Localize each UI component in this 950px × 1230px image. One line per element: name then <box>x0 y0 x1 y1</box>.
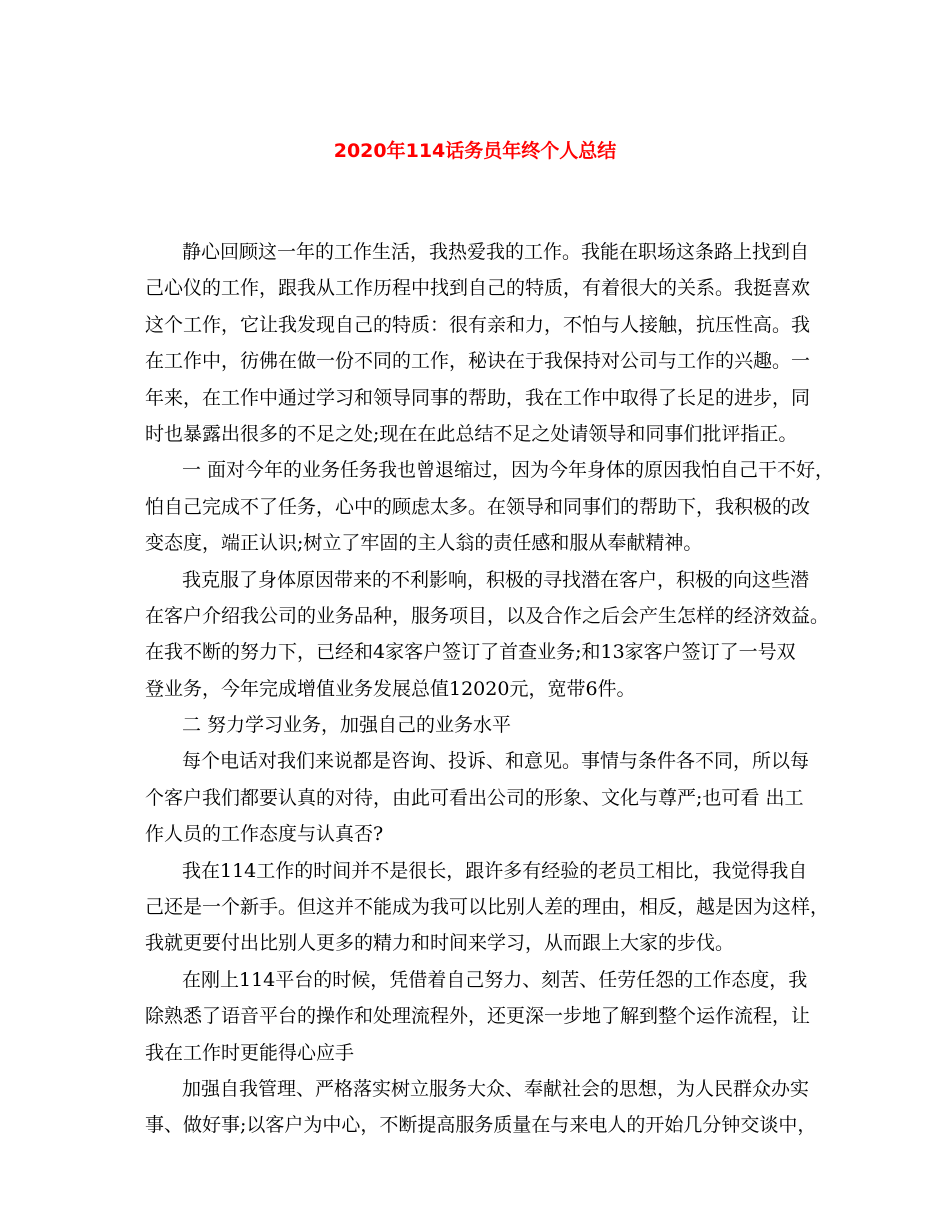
document-title: 2020年114话务员年终个人总结 <box>333 140 617 162</box>
paragraph-line: 时也暴露出很多的不足之处;现在在此总结不足之处请领导和同事们批评指正。 <box>145 422 798 445</box>
paragraph-line: 变态度，端正认识;树立了牢固的主人翁的责任感和服从奉献精神。 <box>145 532 703 555</box>
paragraph-line: 作人员的工作态度与认真否? <box>145 823 384 846</box>
paragraph-line: 我克服了身体原因带来的不利影响，积极的寻找潜在客户，积极的向这些潜 <box>182 568 810 591</box>
section-heading: 二 努力学习业务，加强自己的业务水平 <box>182 714 512 737</box>
paragraph-line: 在工作中，彷佛在做一份不同的工作，秘诀在于我保持对公司与工作的兴趣。一 <box>145 350 811 373</box>
paragraph-line: 静心回顾这一年的工作生活，我热爱我的工作。我能在职场这条路上找到自 <box>182 241 810 263</box>
paragraph-line: 己心仪的工作，跟我从工作历程中找到自己的特质，有着很大的关系。我挺喜欢 <box>145 277 811 300</box>
paragraph-line: 这个工作，它让我发现自己的特质：很有亲和力，不怕与人接触，抗压性高。我 <box>145 313 811 336</box>
paragraph-line: 加强自我管理、严格落实树立服务大众、奉献社会的思想，为人民群众办实 <box>182 1077 810 1100</box>
paragraph-line: 我就更要付出比别人更多的精力和时间来学习，从而跟上大家的步伐。 <box>145 932 735 955</box>
document-body <box>145 234 835 1144</box>
paragraph-line: 在刚上114平台的时候，凭借着自己努力、刻苦、任劳任怨的工作态度，我 <box>182 968 808 991</box>
paragraph-line: 一 面对今年的业务任务我也曾退缩过，因为今年身体的原因我怕自己干不好， <box>182 459 835 482</box>
paragraph-line: 年来，在工作中通过学习和领导同事的帮助，我在工作中取得了长足的进步，同 <box>145 386 811 409</box>
paragraph-line: 我在工作时更能得心应手 <box>145 1041 355 1064</box>
paragraph-line: 己还是一个新手。但这并不能成为我可以比别人差的理由，相反，越是因为这样， <box>145 896 830 919</box>
paragraph-line: 在我不断的努力下，已经和4家客户签订了首查业务;和13家客户签订了一号双 <box>145 641 796 664</box>
paragraph-line: 在客户介绍我公司的业务品种，服务项目，以及合作之后会产生怎样的经济效益。 <box>145 604 830 627</box>
paragraph-line: 每个电话对我们来说都是咨询、投诉、和意见。事情与条件各不同，所以每 <box>182 750 810 773</box>
paragraph-line: 登业务，今年完成增值业务发展总值12020元，宽带6件。 <box>145 677 636 700</box>
paragraph-line: 怕自己完成不了任务，心中的顾虑太多。在领导和同事们的帮助下，我积极的改 <box>145 495 811 518</box>
paragraph-line: 除熟悉了语音平台的操作和处理流程外，还更深一步地了解到整个运作流程，让 <box>145 1005 811 1028</box>
paragraph-line: 事、做好事;以客户为中心，不断提高服务质量在与来电人的开始几分钟交谈中， <box>145 1114 817 1137</box>
paragraph-line: 个客户我们都要认真的对待，由此可看出公司的形象、文化与尊严;也可看 出工 <box>145 786 804 809</box>
paragraph-line: 我在114工作的时间并不是很长，跟许多有经验的老员工相比，我觉得我自 <box>182 859 808 882</box>
